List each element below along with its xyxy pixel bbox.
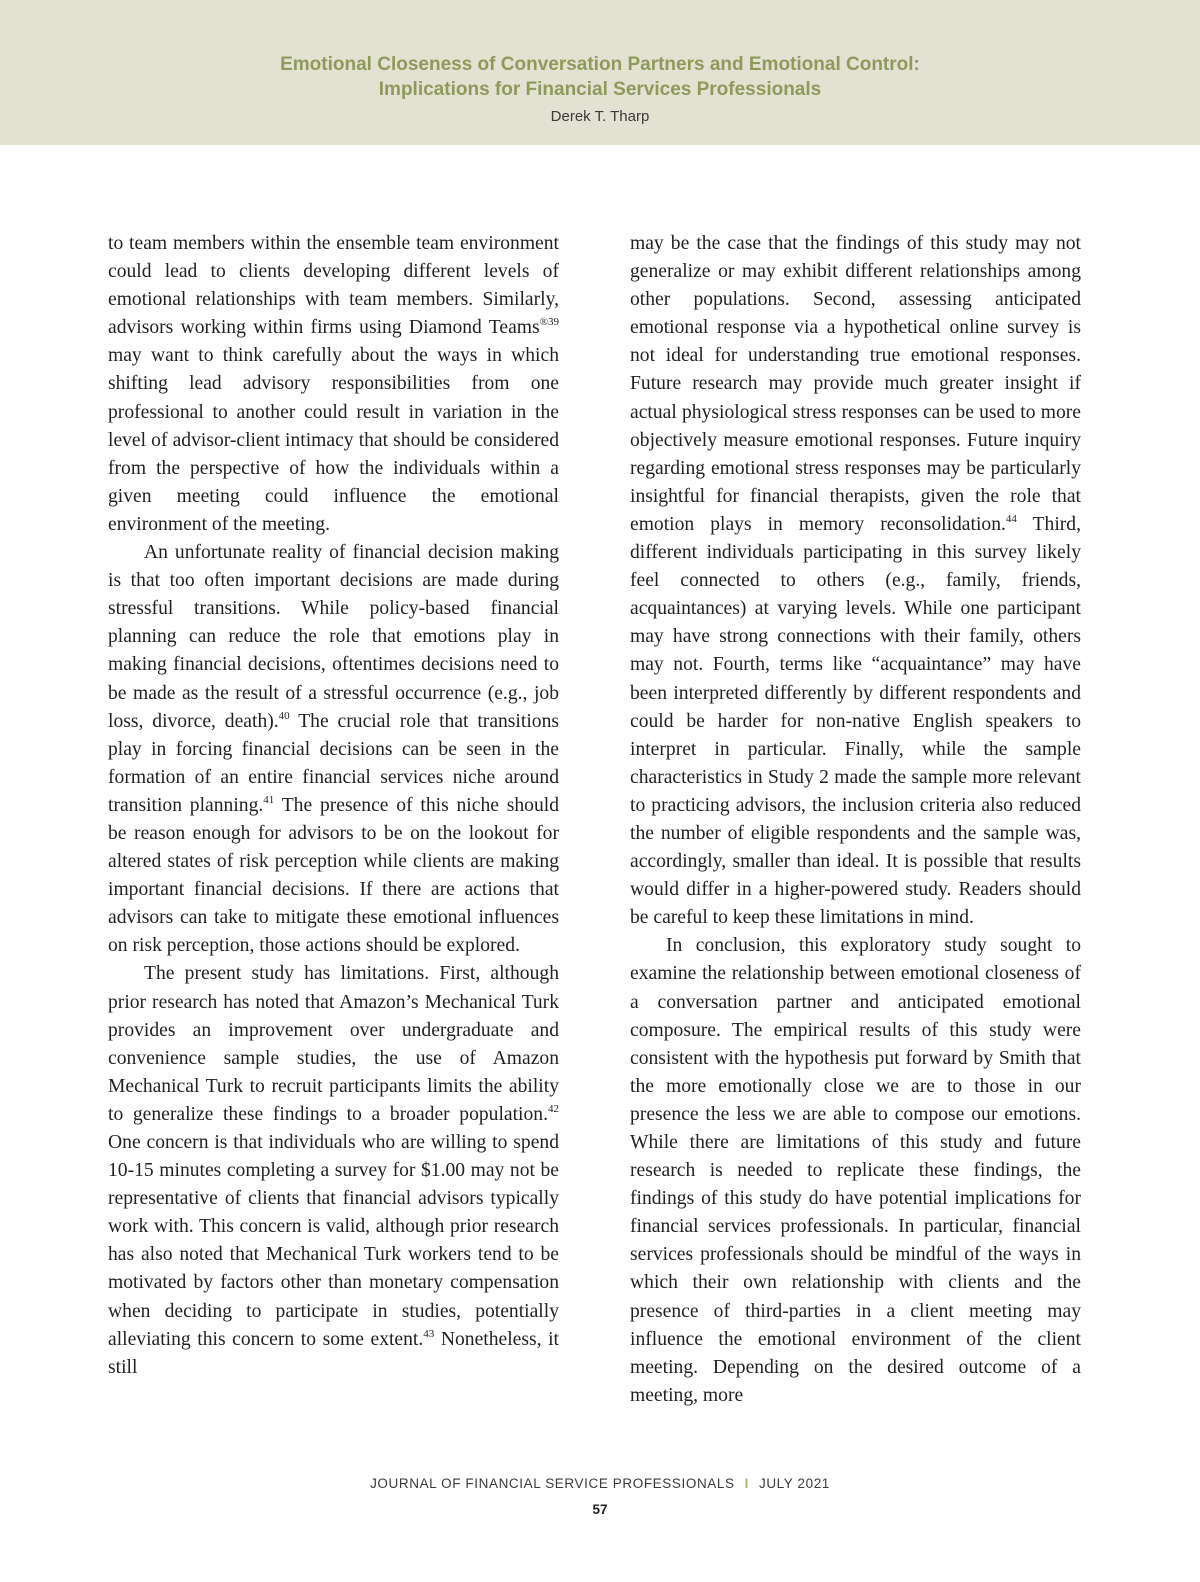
footnote-ref: ®39 [539,316,559,329]
paragraph-text: may be the case that the findings of this study may not generalize or may exhibit different relationships among other populations. Second, assessing anticipated emotional response via a hypothetical online survey is not ideal for understanding true emotional responses. Future research may provide much greater insight if actual physiological stress responses can be used to more objectively measure emotional responses. Future inquiry regarding emotional stress responses may be particularly insightful for financial therapists, given the role that emotion plays in memory reconsolidation. [630,233,1081,535]
paragraph-text: to team members within the ensemble team environment could lead to clients developing different levels of emotional relationships with team members. Similarly, advisors working within firms using Diamond Teams [108,233,559,339]
paragraph [108,539,559,960]
paragraph-text: The presence of this niche should be reason enough for advisors to be on the lookout for altered states of risk perception while clients are making important financial decisions. If there are actions that advisors can take to mitigate these emotional influences on risk perception, those actions should be explored. [108,794,559,957]
paragraph-text: In conclusion, this exploratory study sought to examine the relationship between emotional closeness of a conversation partner and anticipated emotional composure. The empirical results of this study were consistent with the hypothesis put forward by Smith that the more emotionally close we are to those in our presence the less we are able to compose our emotions. While there are limitations of this study and future research is needed to replicate these findings, the findings of this study do have potential implications for financial services professionals. In particular, financial services professionals should be mindful of the ways in which their own relationship with clients and the presence of third-parties in a client meeting may influence the emotional environment of the client meeting. Depending on the desired outcome of a meeting, more [630,935,1081,1406]
paragraph [630,230,1081,932]
footnote-ref: 40 [278,709,290,722]
title-line-1: Emotional Closeness of Conversation Partners and Emotional Control: [280,54,920,75]
footnote-ref: 43 [423,1327,435,1340]
footnote-ref: 42 [548,1102,559,1115]
left-column [108,230,559,1382]
paragraph-text: Third, different individuals participating in this survey likely feel connected to others (e.g., family, friends, acquaintances) at varying levels. While one participant may have strong connections with their family, others may not. Fourth, terms like “acquaintance” may have been interpreted differently by different respondents and could be harder for non-native English speakers to interpret in particular. Finally, while the sample characteristics in Study 2 made the sample more relevant to practicing advisors, the inclusion criteria also reduced the number of eligible respondents and the sample was, accordingly, smaller than ideal. It is possible that results would differ in a higher-powered study. Readers should be careful to keep these limitations in mind. [630,513,1081,929]
paragraph-text: An unfortunate reality of financial decision making is that too often important decisions are made during stressful transitions. While policy-based financial planning can reduce the role that emotions play in making financial decisions, oftentimes decisions need to be made as the result of a stressful occurrence (e.g., job loss, divorce, death). [108,542,559,732]
paragraph-text: Nonetheless, it still [108,1328,559,1378]
footnote-ref: 44 [1005,512,1017,525]
title-line-2: Implications for Financial Services Professionals [378,79,822,100]
footer-separator: I [744,1476,749,1491]
page-number: 57 [592,1502,608,1517]
right-column [630,230,1081,1410]
author-name: Derek T. Tharp [550,108,650,125]
article-title [0,52,1200,102]
paragraph-text: The present study has limitations. First, although prior research has noted that Amazon’s Mechanical Turk provides an improvement over undergraduate and convenience sample studies, the use of Amazon Mechanical Turk to recruit participants limits the ability to generalize these findings to a broader population. [108,963,559,1125]
paragraph-text: The crucial role that transitions play in forcing financial decisions can be seen in the formation of an entire financial services niche around transition planning. [108,710,559,816]
paragraph-text: may want to think carefully about the ways in which shifting lead advisory responsibilities from one professional to another could result in variation in the level of advisor-client intimacy that should be considered from the perspective of how the individuals within a given meeting could influence the emotional environment of the meeting. [108,345,559,535]
paragraph [108,960,559,1381]
journal-name: JOURNAL OF FINANCIAL SERVICE PROFESSIONALS [370,1476,735,1491]
paragraph [108,230,559,539]
issue-date: JULY 2021 [758,1476,830,1491]
footnote-ref: 41 [263,793,275,806]
paragraph-text: One concern is that individuals who are willing to spend 10-15 minutes completing a survey for $1.00 may not be representative of clients that financial advisors typically work with. This concern is valid, although prior research has also noted that Mechanical Turk workers tend to be motivated by factors other than monetary compensation when deciding to participate in studies, potentially alleviating this concern to some extent. [108,1132,559,1350]
paragraph [630,932,1081,1410]
journal-footer [0,1476,1200,1491]
